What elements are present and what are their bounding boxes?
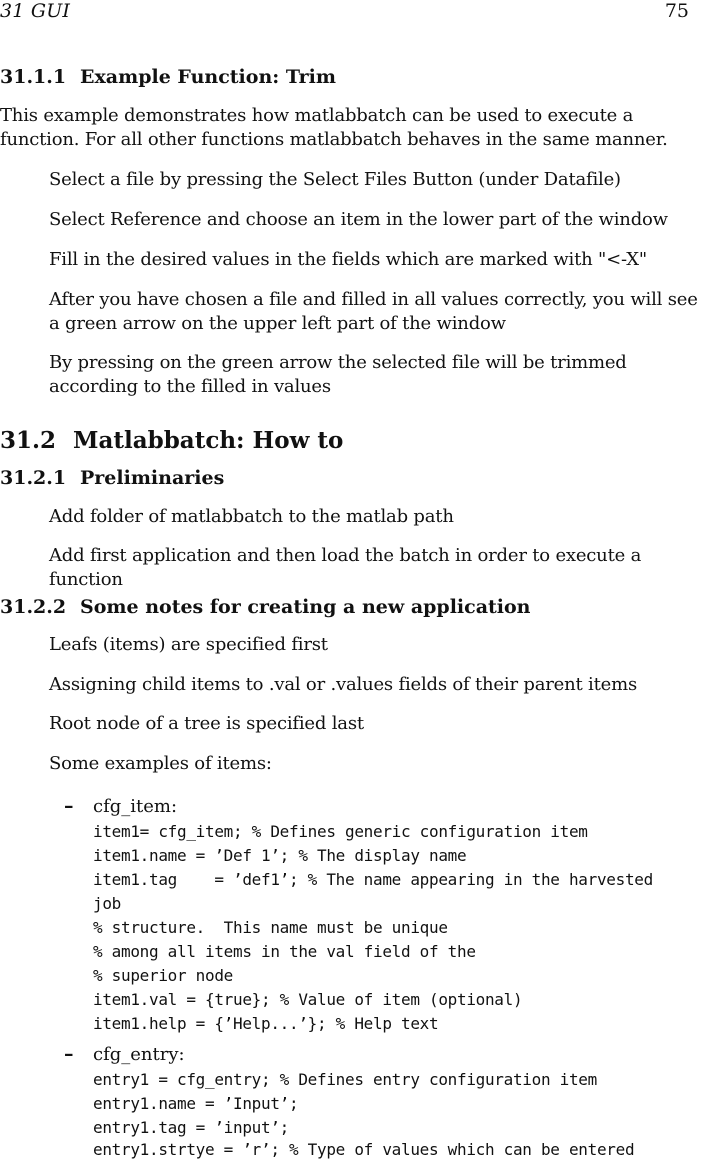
heading-title: Matlabbatch: How to bbox=[73, 427, 344, 454]
list-item: Fill in the desired values in the fields which are marked with "<-X" bbox=[49, 249, 647, 270]
list-item: Add folder of matlabbatch to the matlab path bbox=[49, 506, 454, 527]
example-label-cfg-item: cfg_item: bbox=[93, 796, 178, 817]
code-line: % structure. This name must be unique bbox=[93, 918, 448, 937]
list-item: Root node of a tree is specified last bbox=[49, 713, 364, 734]
heading-title: Example Function: Trim bbox=[80, 66, 336, 88]
heading-number: 31.2 bbox=[0, 427, 57, 454]
code-line: entry1 = cfg_entry; % Defines entry configuration item bbox=[93, 1070, 597, 1089]
heading-31-2-1 bbox=[0, 467, 224, 489]
code-line: item1.name = ’Def 1’; % The display name bbox=[93, 846, 467, 865]
list-item: Select a file by pressing the Select Files Button (under Datafile) bbox=[49, 169, 621, 190]
code-line: entry1.strtye = ’r’; % Type of values which can be entered bbox=[93, 1140, 635, 1159]
example-dash: – bbox=[64, 1043, 74, 1065]
code-line: entry1.tag = ’input’; bbox=[93, 1118, 289, 1137]
code-line: item1.val = {true}; % Value of item (optional) bbox=[93, 990, 523, 1009]
example-dash: – bbox=[64, 795, 74, 817]
heading-number: 31.1.1 bbox=[0, 66, 67, 88]
code-line: item1= cfg_item; % Defines generic configuration item bbox=[93, 822, 588, 841]
heading-title: Preliminaries bbox=[80, 467, 225, 489]
code-line: % superior node bbox=[93, 966, 233, 985]
intro-paragraph: This example demonstrates how matlabbatch can be used to execute a function. For all other functions matlabbatch behaves in the same manner. bbox=[0, 105, 668, 150]
code-line: job bbox=[93, 894, 121, 913]
heading-title: Some notes for creating a new application bbox=[80, 596, 531, 618]
code-line: item1.help = {’Help...’}; % Help text bbox=[93, 1014, 439, 1033]
heading-31-2 bbox=[0, 427, 343, 454]
list-item: Add first application and then load the batch in order to execute a function bbox=[49, 545, 642, 590]
code-line: item1.tag = ’def1’; % The name appearing in the harvested bbox=[93, 870, 653, 889]
heading-31-2-2 bbox=[0, 596, 531, 618]
heading-number: 31.2.2 bbox=[0, 596, 67, 618]
heading-31-1-1 bbox=[0, 66, 336, 88]
list-item: After you have chosen a file and filled in all values correctly, you will see a green arrow on the upper left part of the window bbox=[49, 289, 698, 334]
heading-number: 31.2.1 bbox=[0, 467, 67, 489]
list-item: Some examples of items: bbox=[49, 753, 272, 774]
list-item: Select Reference and choose an item in the lower part of the window bbox=[49, 209, 668, 230]
code-line: % among all items in the val field of the bbox=[93, 942, 476, 961]
list-item: By pressing on the green arrow the selected file will be trimmed according to the filled in values bbox=[49, 352, 627, 397]
code-line: entry1.name = ’Input’; bbox=[93, 1094, 299, 1113]
running-header-chapter: 31 GUI bbox=[0, 0, 71, 22]
page-number: 75 bbox=[664, 0, 689, 22]
list-item: Assigning child items to .val or .values fields of their parent items bbox=[49, 674, 637, 695]
example-label-cfg-entry: cfg_entry: bbox=[93, 1044, 185, 1065]
list-item: Leafs (items) are specified first bbox=[49, 634, 328, 655]
